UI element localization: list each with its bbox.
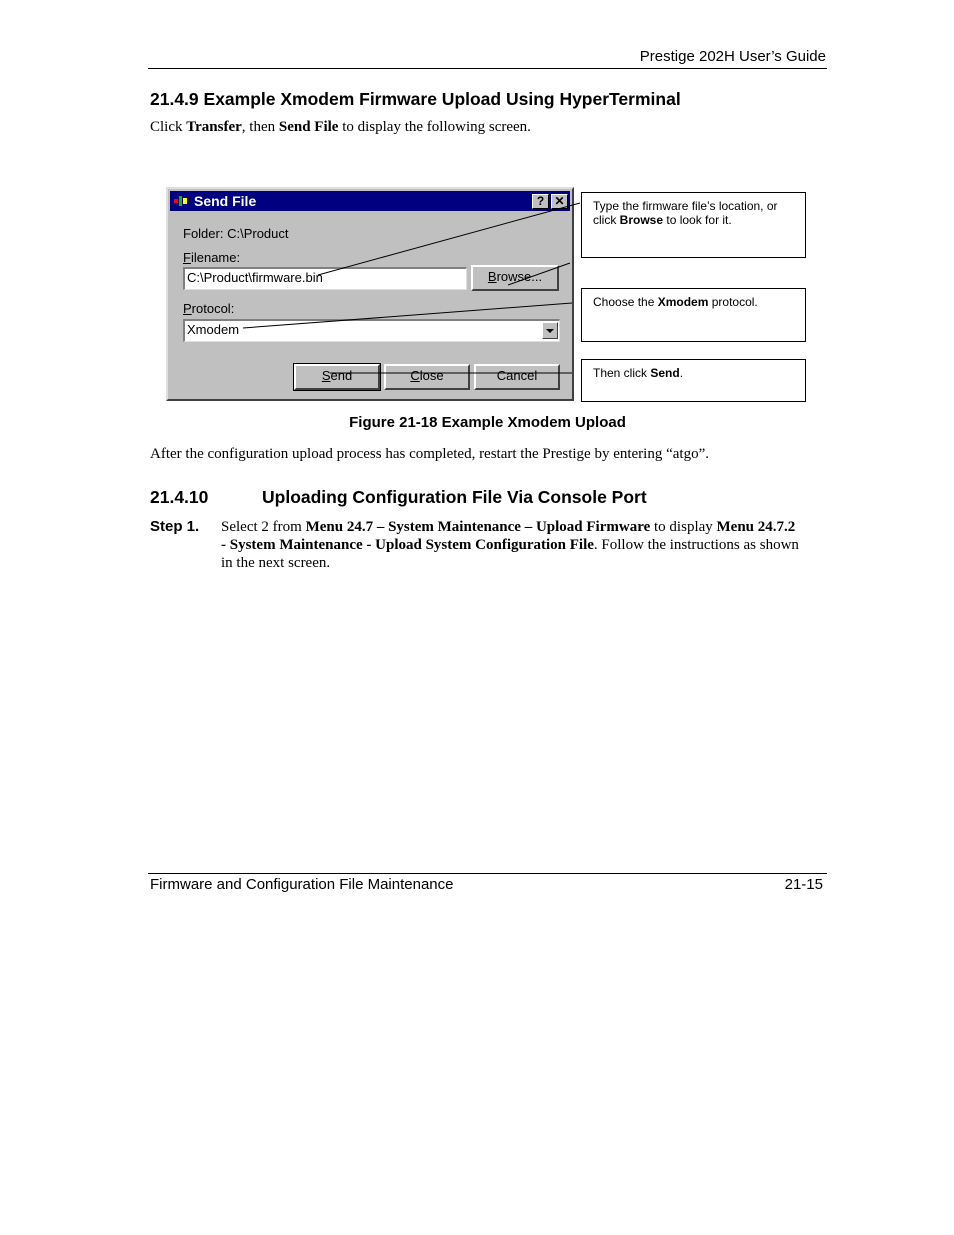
leader-line-browse bbox=[508, 263, 570, 285]
send-text: end bbox=[330, 368, 353, 383]
step-bold-menu-num: Menu 24.7.2 bbox=[716, 519, 796, 535]
step-text: . Follow the instructions as shown bbox=[593, 537, 799, 553]
callout-bold: Send bbox=[650, 366, 680, 380]
step-text: to display bbox=[650, 519, 717, 535]
intro-text: Click bbox=[150, 119, 187, 135]
help-button[interactable]: ? bbox=[532, 194, 549, 209]
intro-text: , then bbox=[241, 119, 279, 135]
intro-text: to display the following screen. bbox=[338, 119, 531, 135]
close-accel: C bbox=[410, 368, 420, 383]
after-paragraph: After the configuration upload process has completed, restart the Prestige by entering “atgo”. bbox=[150, 446, 709, 462]
filename-label-accel: F bbox=[183, 250, 191, 265]
browse-text: rowse... bbox=[496, 269, 543, 284]
close-text: lose bbox=[419, 368, 444, 383]
protocol-label-text: rotocol: bbox=[191, 301, 235, 316]
leader-line-filename bbox=[318, 203, 580, 275]
section-title: Uploading Configuration File Via Console Port bbox=[262, 487, 647, 507]
protocol-label-accel: P bbox=[183, 301, 192, 316]
section-heading: 21.4.9 Example Xmodem Firmware Upload Using HyperTerminal bbox=[150, 89, 681, 109]
folder-value: C:\Product bbox=[227, 226, 289, 241]
intro-bold-send-file: Send File bbox=[278, 119, 339, 135]
callout-text: protocol. bbox=[708, 295, 758, 309]
step-bold-menu-title: - System Maintenance - Upload System Configuration File bbox=[221, 537, 594, 553]
callout-text: Then click bbox=[593, 366, 651, 380]
close-window-button[interactable]: ✕ bbox=[551, 194, 568, 209]
running-header: Prestige 202H User’s Guide bbox=[639, 48, 826, 65]
folder-label: Folder: bbox=[183, 226, 224, 241]
section-number: 21.4.10 bbox=[150, 487, 209, 507]
leader-line-protocol bbox=[243, 303, 572, 328]
filename-label-text: ilename: bbox=[190, 250, 241, 265]
cancel-button[interactable]: Cancel bbox=[474, 364, 560, 390]
footer-rule bbox=[148, 873, 827, 874]
callout-bold: Browse bbox=[619, 213, 664, 227]
figure-caption: Figure 21-18 Example Xmodem Upload bbox=[349, 414, 626, 431]
browse-accel: B bbox=[487, 269, 497, 284]
step-line-1 bbox=[221, 518, 831, 536]
step-text: Select 2 from bbox=[221, 519, 306, 535]
step-paragraph bbox=[221, 518, 831, 572]
step-line-3: in the next screen. bbox=[221, 555, 331, 571]
page-number: 21-15 bbox=[784, 876, 823, 893]
protocol-value: Xmodem bbox=[187, 322, 240, 337]
filename-value: C:\Product\firmware.bin bbox=[187, 270, 323, 285]
step-bold-menu: Menu 24.7 – System Maintenance – Upload Firmware bbox=[305, 519, 651, 535]
callout-leader-lines bbox=[0, 0, 954, 420]
dialog-title: Send File bbox=[194, 193, 257, 209]
send-accel: S bbox=[321, 368, 331, 383]
callout-text: Choose the bbox=[593, 295, 658, 309]
footer-chapter: Firmware and Configuration File Maintenance bbox=[150, 876, 454, 893]
callout-text: to look for it. bbox=[663, 213, 732, 227]
intro-bold-transfer: Transfer bbox=[186, 119, 242, 135]
step-label: Step 1. bbox=[150, 518, 200, 535]
callout-bold: Xmodem bbox=[657, 295, 709, 309]
callout-text: . bbox=[679, 366, 684, 380]
step-line-2 bbox=[221, 536, 831, 554]
callout-text: Type the firmware file’s location, or click bbox=[593, 199, 778, 227]
